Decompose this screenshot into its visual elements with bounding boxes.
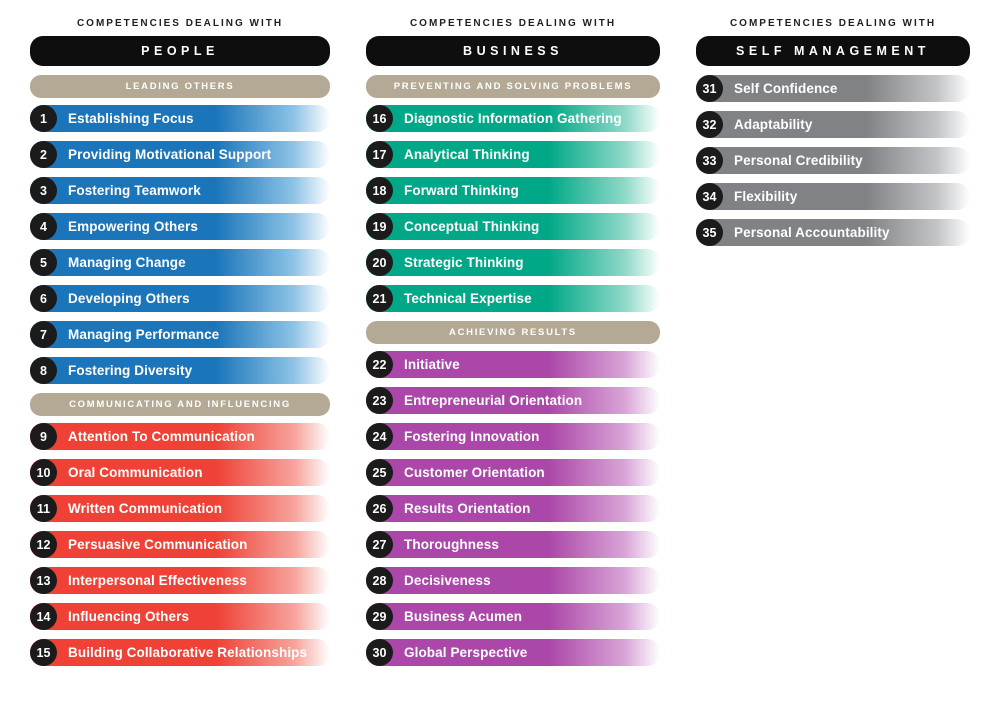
column-kicker-business: COMPETENCIES DEALING WITH — [409, 18, 617, 29]
competency-label: Analytical Thinking — [404, 147, 530, 162]
group-header-preventing-and-solving-problems: PREVENTING AND SOLVING PROBLEMS — [366, 75, 660, 98]
competency-number: 20 — [366, 249, 393, 276]
competency-label: Building Collaborative Relationships — [68, 645, 308, 660]
competency-label: Managing Performance — [68, 327, 220, 342]
competency-row-7[interactable] — [30, 321, 330, 348]
competency-label: Personal Accountability — [734, 225, 890, 240]
competency-row-24[interactable] — [366, 423, 660, 450]
competency-label: Flexibility — [734, 189, 798, 204]
group-header-leading-others: LEADING OTHERS — [30, 75, 330, 98]
competency-label: Interpersonal Effectiveness — [68, 573, 248, 588]
competency-number: 5 — [30, 249, 57, 276]
competency-number: 21 — [366, 285, 393, 312]
group-header-communicating-and-influencing: COMMUNICATING AND INFLUENCING — [30, 393, 330, 416]
competency-number: 8 — [30, 357, 57, 384]
competency-row-25[interactable] — [366, 459, 660, 486]
competency-row-35[interactable] — [696, 219, 970, 246]
competency-label: Persuasive Communication — [68, 537, 248, 552]
competency-number: 24 — [366, 423, 393, 450]
competency-label: Adaptability — [734, 117, 813, 132]
column-kicker-self-management: COMPETENCIES DEALING WITH — [729, 18, 937, 29]
competency-label: Entrepreneurial Orientation — [404, 393, 583, 408]
competency-number: 2 — [30, 141, 57, 168]
competency-row-26[interactable] — [366, 495, 660, 522]
competency-label: Thoroughness — [404, 537, 499, 552]
competency-number: 23 — [366, 387, 393, 414]
column-self-management — [678, 18, 1000, 714]
competency-row-22[interactable] — [366, 351, 660, 378]
competency-row-20[interactable] — [366, 249, 660, 276]
competency-row-27[interactable] — [366, 531, 660, 558]
column-people — [0, 18, 348, 714]
competency-label: Attention To Communication — [68, 429, 255, 444]
competency-label: Customer Orientation — [404, 465, 545, 480]
competency-number: 15 — [30, 639, 57, 666]
competency-row-14[interactable] — [30, 603, 330, 630]
competency-number: 4 — [30, 213, 57, 240]
competency-row-31[interactable] — [696, 75, 970, 102]
competency-label: Establishing Focus — [68, 111, 194, 126]
competency-row-2[interactable] — [30, 141, 330, 168]
competency-number: 13 — [30, 567, 57, 594]
competency-label: Providing Motivational Support — [68, 147, 272, 162]
competency-row-5[interactable] — [30, 249, 330, 276]
competency-number: 14 — [30, 603, 57, 630]
competency-number: 19 — [366, 213, 393, 240]
column-header-people: PEOPLE — [30, 36, 330, 66]
competency-row-13[interactable] — [30, 567, 330, 594]
group-header-achieving-results: ACHIEVING RESULTS — [366, 321, 660, 344]
column-business — [348, 18, 678, 714]
competency-row-32[interactable] — [696, 111, 970, 138]
competency-number: 10 — [30, 459, 57, 486]
competency-label: Influencing Others — [68, 609, 190, 624]
competency-number: 3 — [30, 177, 57, 204]
competency-row-11[interactable] — [30, 495, 330, 522]
competency-row-16[interactable] — [366, 105, 660, 132]
competency-label: Diagnostic Information Gathering — [404, 111, 622, 126]
competency-label: Conceptual Thinking — [404, 219, 540, 234]
competency-label: Written Communication — [68, 501, 223, 516]
column-header-self-management: SELF MANAGEMENT — [696, 36, 970, 66]
competency-row-15[interactable] — [30, 639, 330, 666]
competency-label: Strategic Thinking — [404, 255, 524, 270]
competency-number: 30 — [366, 639, 393, 666]
competency-label: Fostering Diversity — [68, 363, 193, 378]
competency-number: 17 — [366, 141, 393, 168]
competency-number: 28 — [366, 567, 393, 594]
competency-label: Fostering Teamwork — [68, 183, 201, 198]
competency-row-23[interactable] — [366, 387, 660, 414]
column-kicker-people: COMPETENCIES DEALING WITH — [76, 18, 284, 29]
competency-row-28[interactable] — [366, 567, 660, 594]
competency-label: Initiative — [404, 357, 460, 372]
competency-label: Developing Others — [68, 291, 190, 306]
competency-number: 12 — [30, 531, 57, 558]
competency-number: 35 — [696, 219, 723, 246]
competency-row-9[interactable] — [30, 423, 330, 450]
competency-number: 34 — [696, 183, 723, 210]
competency-label: Managing Change — [68, 255, 186, 270]
competency-number: 26 — [366, 495, 393, 522]
competency-number: 32 — [696, 111, 723, 138]
competency-label: Results Orientation — [404, 501, 531, 516]
competency-row-21[interactable] — [366, 285, 660, 312]
column-header-business: BUSINESS — [366, 36, 660, 66]
competency-label: Forward Thinking — [404, 183, 519, 198]
competency-row-34[interactable] — [696, 183, 970, 210]
competency-number: 6 — [30, 285, 57, 312]
competency-row-8[interactable] — [30, 357, 330, 384]
competency-number: 29 — [366, 603, 393, 630]
competency-number: 11 — [30, 495, 57, 522]
competency-row-17[interactable] — [366, 141, 660, 168]
competency-number: 22 — [366, 351, 393, 378]
competency-number: 33 — [696, 147, 723, 174]
competency-row-29[interactable] — [366, 603, 660, 630]
competency-row-10[interactable] — [30, 459, 330, 486]
competency-label: Decisiveness — [404, 573, 491, 588]
competency-label: Oral Communication — [68, 465, 203, 480]
competency-row-1[interactable] — [30, 105, 330, 132]
competency-label: Business Acumen — [404, 609, 523, 624]
competency-number: 31 — [696, 75, 723, 102]
competency-row-19[interactable] — [366, 213, 660, 240]
competency-row-4[interactable] — [30, 213, 330, 240]
competency-number: 9 — [30, 423, 57, 450]
competency-row-12[interactable] — [30, 531, 330, 558]
competency-row-18[interactable] — [366, 177, 660, 204]
competency-number: 18 — [366, 177, 393, 204]
competency-row-6[interactable] — [30, 285, 330, 312]
competency-label: Personal Credibility — [734, 153, 863, 168]
competency-number: 27 — [366, 531, 393, 558]
competency-row-33[interactable] — [696, 147, 970, 174]
competency-label: Technical Expertise — [404, 291, 532, 306]
competency-label: Global Perspective — [404, 645, 528, 660]
competency-number: 16 — [366, 105, 393, 132]
competency-row-30[interactable] — [366, 639, 660, 666]
competency-number: 1 — [30, 105, 57, 132]
competency-label: Self Confidence — [734, 81, 838, 96]
competency-number: 7 — [30, 321, 57, 348]
competency-label: Fostering Innovation — [404, 429, 540, 444]
competency-label: Empowering Others — [68, 219, 198, 234]
competency-row-3[interactable] — [30, 177, 330, 204]
competency-number: 25 — [366, 459, 393, 486]
